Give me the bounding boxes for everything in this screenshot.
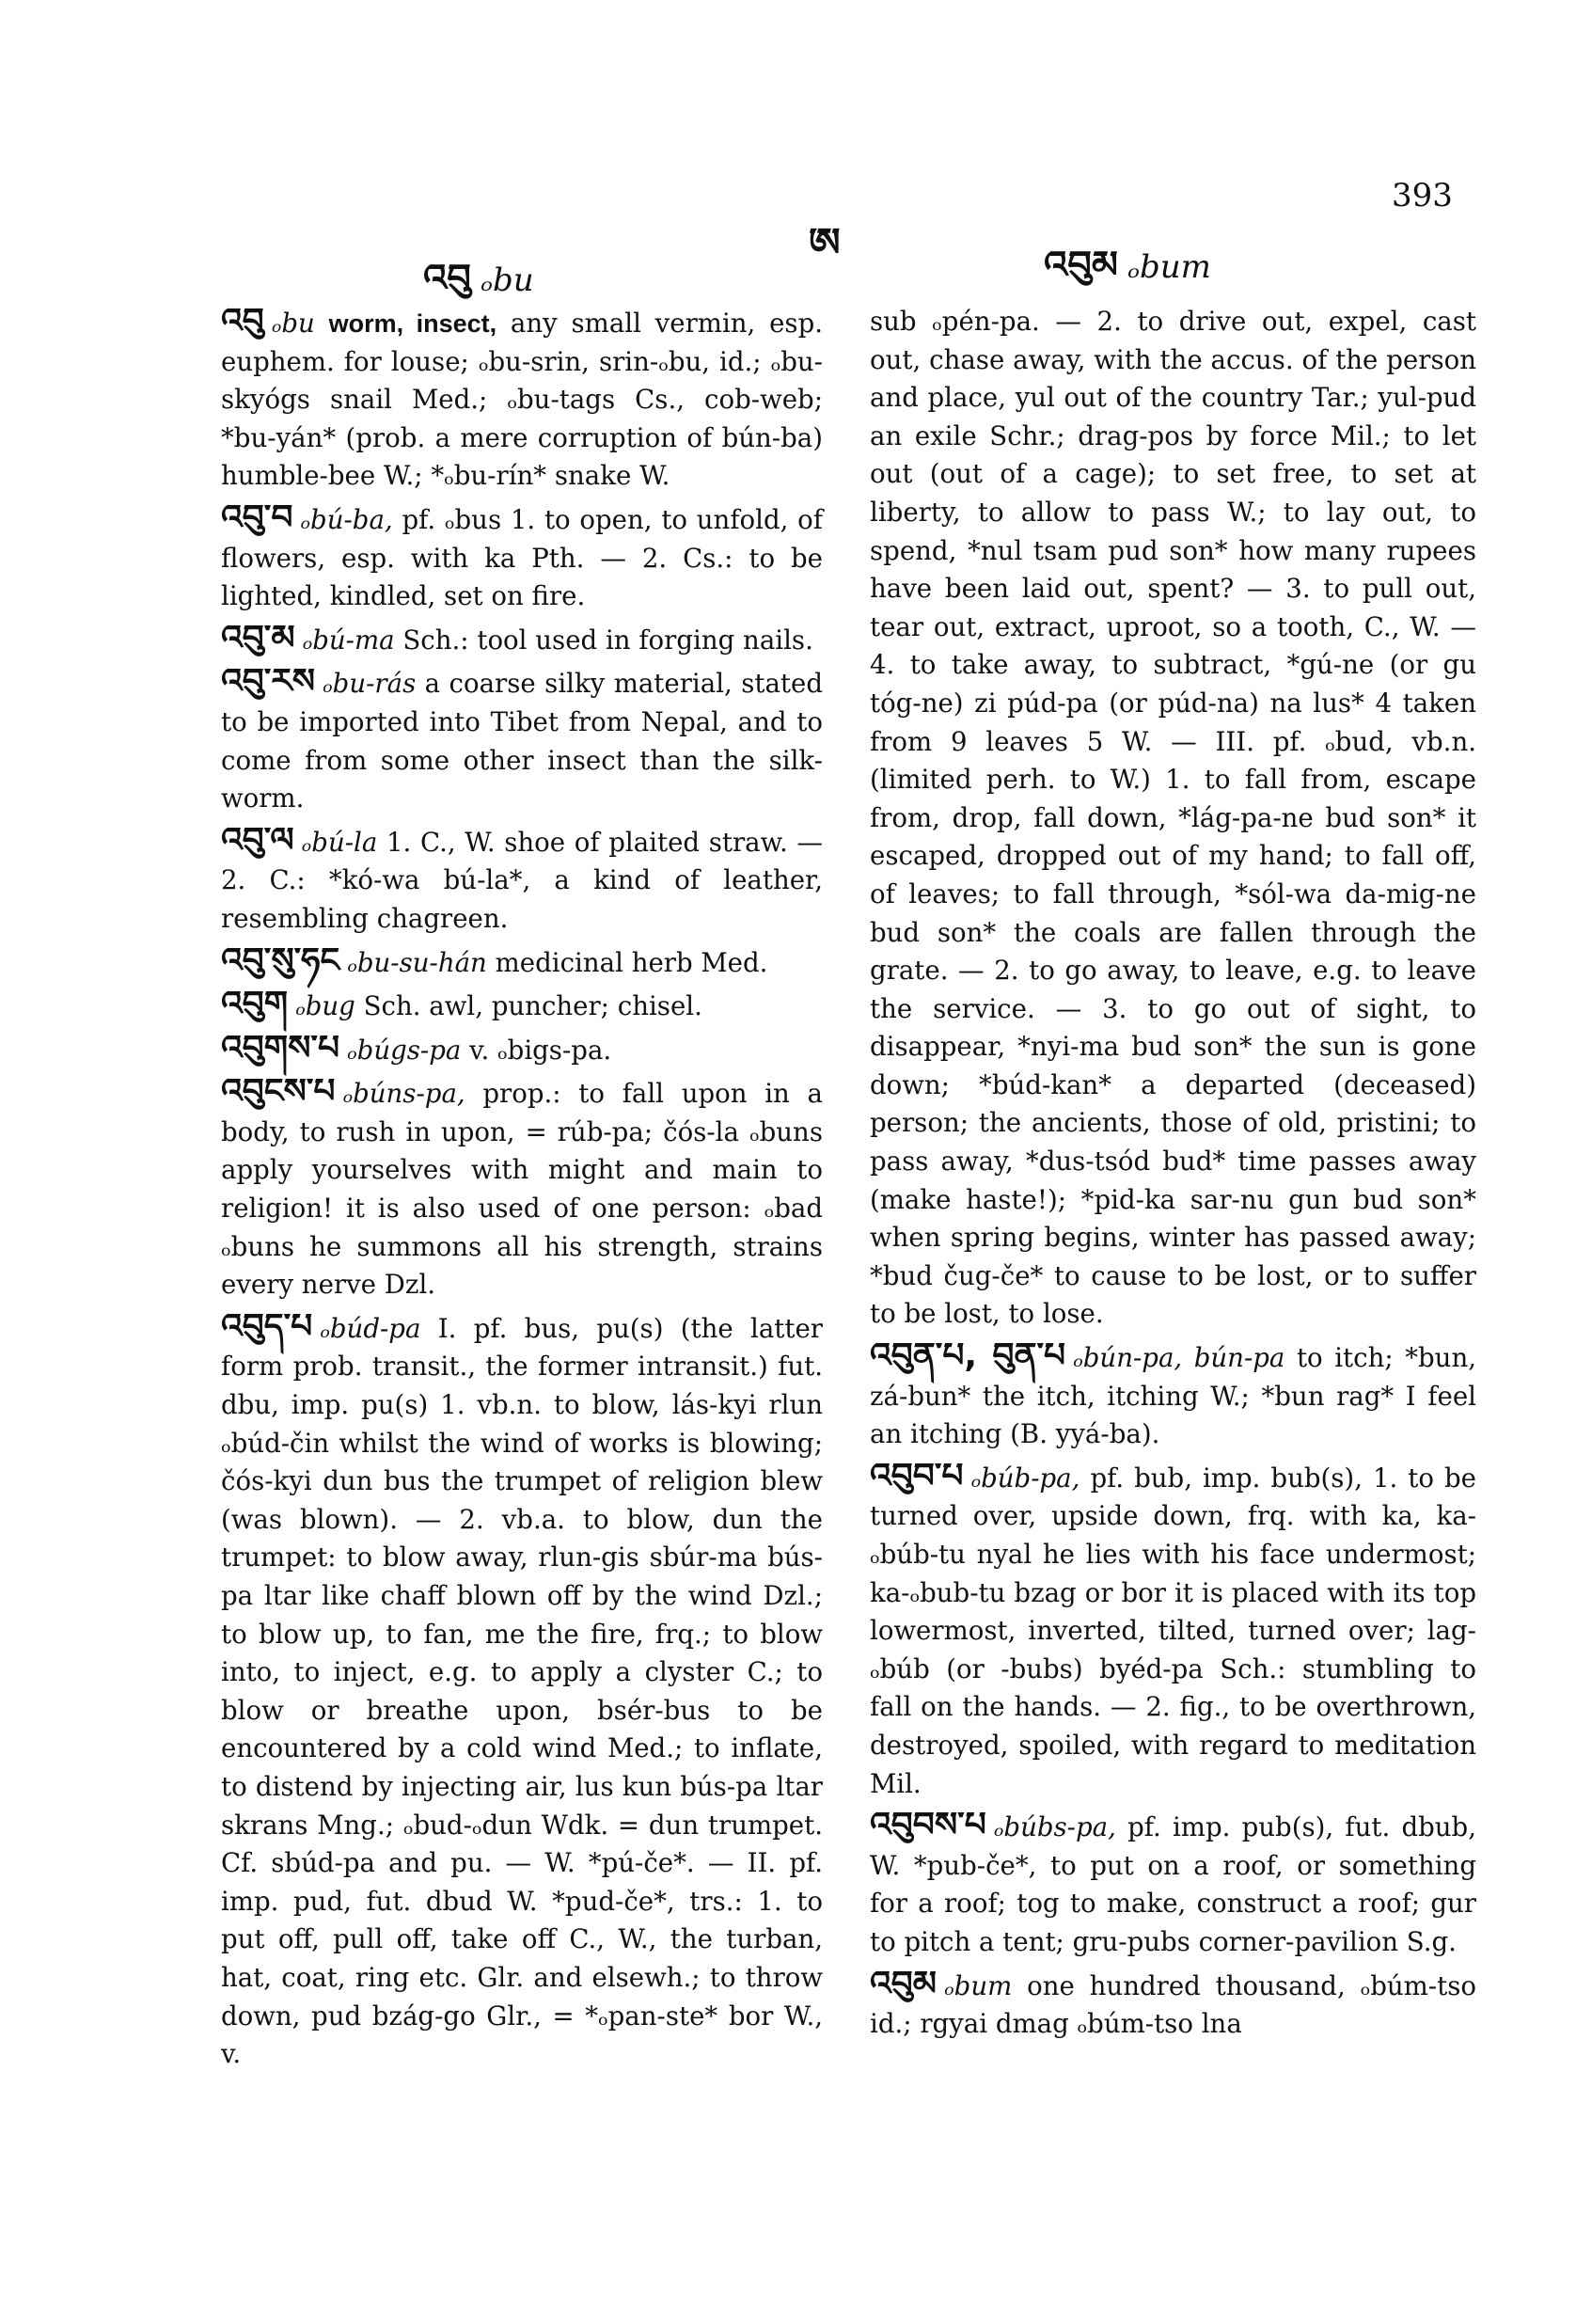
headword: ₒbúbs-pa,: [993, 1811, 1116, 1843]
entry-text: prop.: to fall upon in a body, to rush in upon, = rúb-pa; čós-la ₒbuns apply yourselves with might and main to religion! it is also used of one person: ₒbad ₒbuns he summons all his strength, strains every nerve Dzl.: [221, 1078, 823, 1301]
right-column: [870, 303, 1476, 2044]
tibetan-headword: འབུགས་པ: [221, 1028, 340, 1067]
tibetan-headword: འབུ་མ: [221, 618, 295, 657]
entry-text: one hundred thousand, ₒbúm-tso id.; rgyai dmag ₒbúm-tso lna: [870, 1969, 1476, 2040]
running-head-left-tibetan: འབུ: [423, 256, 471, 300]
entry-text: pf. imp. pub(s), fut. dbub, W. *pub-če*, to put on a roof, or something for a roof; tog to make, construct a roof; gur to pitch a tent; gru-pubs corner-pavilion S.g.: [870, 1811, 1476, 1957]
tibetan-headword: འབུ་ལ: [221, 820, 294, 860]
dictionary-entry: [870, 1337, 1476, 1454]
entry-text: 1. C., W. shoe of plaited straw. — 2. C.: *kó-wa bú-la*, a kind of leather, resembling chagreen.: [221, 826, 823, 934]
entry-text: v. ₒbigs-pa.: [469, 1034, 612, 1066]
tibetan-headword: འབུན་པ, བུན་པ: [870, 1336, 1066, 1376]
headword: ₒbún-pa, bún-pa: [1073, 1342, 1285, 1374]
headword: ₒbu-rás: [323, 668, 417, 700]
headword: ₒbú-ba,: [300, 503, 393, 535]
running-head-left-word: ₒbu: [480, 261, 534, 299]
tibetan-headword: འབུབ་པ: [870, 1456, 964, 1495]
definition: worm, insect,: [328, 309, 497, 338]
entry-continuation: sub ₒpén-pa. — 2. to drive out, expel, cast out, chase away, with the accus. of the person and place, yul out of the country Tar.; yul-pud an exile Schr.; drag-pos by force Mil.; to let out (out of a cage); to set free, to set at liberty, to allow to pass W.; to lay out, to spend, *nul tsam pud son* how many rupees have been laid out, spent? — 3. to pull out, tear out, extract, uproot, so a tooth, C., W. — 4. to take away, to subtract, *gú-ne (or gu tóg-ne) zi púd-pa (or púd-na) na lus* 4 taken from 9 leaves 5 W. — III. pf. ₒbud, vb.n. (limited perh. to W.) 1. to fall from, escape from, drop, fall down, *lág-pa-ne bud son* it escaped, dropped out of my hand; to fall off, of leaves; to fall through, *sól-wa da-mig-ne bud son* the coals are fallen through the grate. — 2. to go away, to leave, e.g. to leave the service. — 3. to go out of sight, to disappear, *nyi-ma bud son* the sun is gone down; *búd-kan* a departed (deceased) person; the ancients, those of old, pristini; to pass away, *dus-tsód bud* time passes away (make haste!); *pid-ka sar-nu gun bud son* when spring begins, winter has passed away; *bud čug-če* to cause to be lost, or to suffer to be lost, to lose.: [870, 306, 1476, 1330]
dictionary-entry: [870, 1966, 1476, 2044]
entry-text: Sch.: tool used in forging nails.: [402, 624, 813, 656]
tibetan-headword: འབུ: [221, 302, 264, 340]
headword: ₒbú-la: [301, 826, 378, 858]
running-head-right-word: ₒbum: [1127, 248, 1211, 286]
dictionary-entry: [221, 499, 823, 616]
entry-text: medicinal herb Med.: [495, 946, 768, 978]
tibetan-headword: འབུད་པ: [221, 1306, 313, 1346]
tibetan-headword: འབུ་རས: [221, 662, 316, 702]
running-head-right-tibetan: འབུམ: [1044, 243, 1118, 287]
dictionary-entry: [221, 1308, 823, 2074]
tibetan-headword: འབུངས་པ: [221, 1072, 336, 1112]
entry-text: Sch. awl, puncher; chisel.: [363, 990, 702, 1022]
dictionary-entry: [870, 1807, 1476, 1961]
tibetan-headword: འབུམ: [870, 1964, 938, 2003]
dictionary-entry: [870, 1458, 1476, 1803]
page-number: 393: [1392, 177, 1453, 214]
dictionary-entry: [221, 942, 823, 983]
headword: ₒbum: [944, 1969, 1013, 2001]
page-header: [0, 169, 1576, 300]
headword: ₒbúns-pa,: [342, 1078, 465, 1110]
headword: ₒbu-su-hán: [347, 946, 487, 978]
dictionary-entry: [221, 986, 823, 1026]
dictionary-entry: [221, 303, 823, 496]
headword: ₒbúd-pa: [320, 1312, 421, 1344]
dictionary-entry: [221, 1030, 823, 1070]
headword: ₒbu: [271, 308, 315, 339]
headword: ₒbúgs-pa: [347, 1034, 462, 1066]
entry-text: pf. bub, imp. bub(s), 1. to be turned over, upside down, frq. with ka, ka-ₒbúb-tu nyal he lies with his face undermost; ka-ₒbub-tu bzag or bor it is placed with its top lowermost, inverted, tilted, turned over; lag-ₒbúb (or -bubs) byéd-pa Sch.: stumbling to fall on the hands. — 2. fig., to be overthrown, destroyed, spoiled, with regard to meditation Mil.: [870, 1462, 1476, 1799]
entry-text: a coarse silky material, stated to be imported into Tibet from Nepal, and to come from some other insect than the silk-worm.: [221, 668, 823, 814]
dictionary-entry: [221, 822, 823, 939]
tibetan-headword: འབུ་བ: [221, 498, 293, 537]
headword: ₒbú-ma: [302, 624, 395, 656]
headword: ₒbug: [295, 990, 355, 1022]
tibetan-headword: འབུག: [221, 985, 289, 1024]
left-column: [221, 303, 823, 2074]
entry-text: pf. ₒbus 1. to open, to unfold, of flowers, esp. with ka Pth. — 2. Cs.: to be lighted, kindled, set on fire.: [221, 503, 823, 612]
entry-text: any small vermin, esp. euphem. for louse; ₒbu-srin, srin-ₒbu, id.; ₒbu-skyógs snail Med.; ₒbu-tags Cs., cob-web; *bu-yán* (prob. a mere corruption of bún-ba) humble-bee W.; *ₒbu-rín* snake W.: [221, 308, 824, 492]
tibetan-headword: འབུབས་པ: [870, 1806, 986, 1845]
dictionary-entry: [221, 663, 823, 817]
entry-text: to itch; *bun, zá-bun* the itch, itching W.; *bun rag* I feel an itching (B. yyá-ba).: [870, 1342, 1476, 1450]
entry-text: I. pf. bus, pu(s) (the latter form prob. transit., the former intransit.) fut. dbu, imp. pu(s) 1. vb.n. to blow, lás-kyi rlun ₒbúd-čin whilst the wind of works is blowing; čós-kyi dun bus the trumpet of religion blew (was blown). — 2. vb.a. to blow, dun the trumpet: to blow away, rlun-gis sbúr-ma bús-pa ltar like chaff blown off by the wind Dzl.; to blow up, to fan, me the fire, frq.; to blow into, to inject, e.g. to apply a clyster C.; to blow or breathe upon, bsér-bus to be encountered by a cold wind Med.; to inflate, to distend by injecting air, lus kun bús-pa ltar skrans Mng.; ₒbud-ₒdun Wdk. = dun trumpet. Cf. sbúd-pa and pu. — W. *pú-če*. — II. pf. imp. pud, fut. dbud W. *pud-če*, trs.: 1. to put off, pull off, take off C., W., the turban, hat, coat, ring etc. Glr. and elsewh.; to throw down, pud bzág-go Glr., = *ₒpan-ste* bor W., v.: [221, 1312, 823, 2070]
dictionary-entry: [221, 1073, 823, 1304]
headword: ₒbúb-pa,: [970, 1462, 1080, 1494]
tibetan-headword: འབུ་སུ་ཧང: [221, 941, 340, 980]
section-letter: ཨ: [809, 219, 841, 265]
dictionary-entry: [221, 620, 823, 660]
